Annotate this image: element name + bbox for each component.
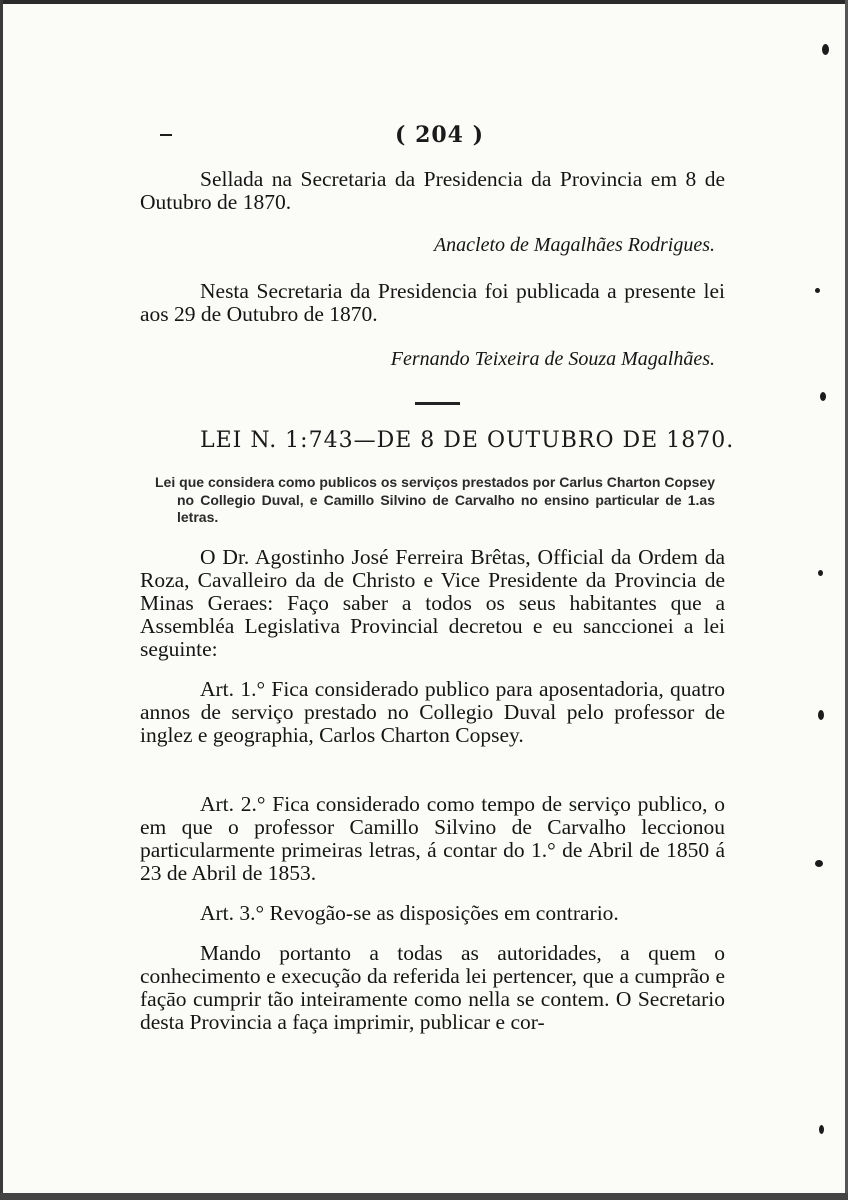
law-title: LEI N. 1:743—DE 8 DE OUTUBRO DE 1870. [200,428,735,453]
scan-speck [818,570,823,576]
article-3 [140,902,725,925]
preamble-text: O Dr. Agostinho José Ferreira Brêtas, Official da Ordem da Roza, Cavalleiro da de Christo e Vice Presidente da Provincia de Minas Geraes: Faço saber a todos os seus habitantes que a Assembléa Legislativa Provincial decretou e eu sanccionei a lei seguinte: [140,545,725,661]
seal-signature: Anacleto de Magalhães Rodrigues. [433,234,715,256]
page-edge-top [0,0,848,4]
article-1-text: Art. 1.° Fica considerado publico para aposentadoria, quatro annos de serviço prestado no Collegio Duval pelo professor de inglez e geographia, Carlos Charton Copsey. [140,677,725,747]
seal-text: Sellada na Secretaria da Presidencia da Provincia em 8 de Outubro de 1870. [140,167,725,214]
scan-speck [819,1125,824,1134]
scan-speck [815,860,823,867]
page-edge-bottom [0,1193,848,1200]
article-2-text: Art. 2.° Fica considerado como tempo de serviço publico, o em que o professor Camillo Silvino de Carvalho leccionou particularmente primeiras letras, á contar do 1.° de Abril de 1850 á 23 de Abril de 1853. [140,792,725,885]
publication-text: Nesta Secretaria da Presidencia foi publicada a presente lei aos 29 de Outubro de 1870. [140,279,725,326]
page-edge-left [0,0,3,1200]
publication-signature-block [140,348,725,371]
section-divider [415,402,460,405]
publication-signature: Fernando Teixeira de Souza Magalhães. [390,348,715,370]
preamble-paragraph [140,546,725,661]
article-2 [140,793,725,885]
scan-speck [822,44,829,55]
closing-text: Mando portanto a todas as autoridades, a quem o conhecimento e execução da referida lei pertencer, que a cumprão e façāo cumprir tão inteiramente como nella se contem. O Secretario desta Provincia a faça imprimir, publicar e cor- [140,941,725,1034]
seal-paragraph [140,168,725,214]
article-3-text: Art. 3.° Revogão-se as disposições em contrario. [200,901,619,925]
publication-paragraph [140,280,725,326]
article-1 [140,678,725,747]
law-summary-block [155,474,715,527]
closing-paragraph [140,942,725,1034]
seal-signature-block [140,234,725,257]
scan-speck [160,134,172,136]
scan-speck [815,288,820,293]
page-number: ( 204 ) [395,122,485,148]
scan-speck [820,392,826,401]
scan-speck [818,710,824,720]
law-summary: Lei que considera como publicos os serviços prestados por Carlus Charton Copsey no Collegio Duval, e Camillo Silvino de Carvalho no ensino particular de 1.as letras. [155,474,715,525]
